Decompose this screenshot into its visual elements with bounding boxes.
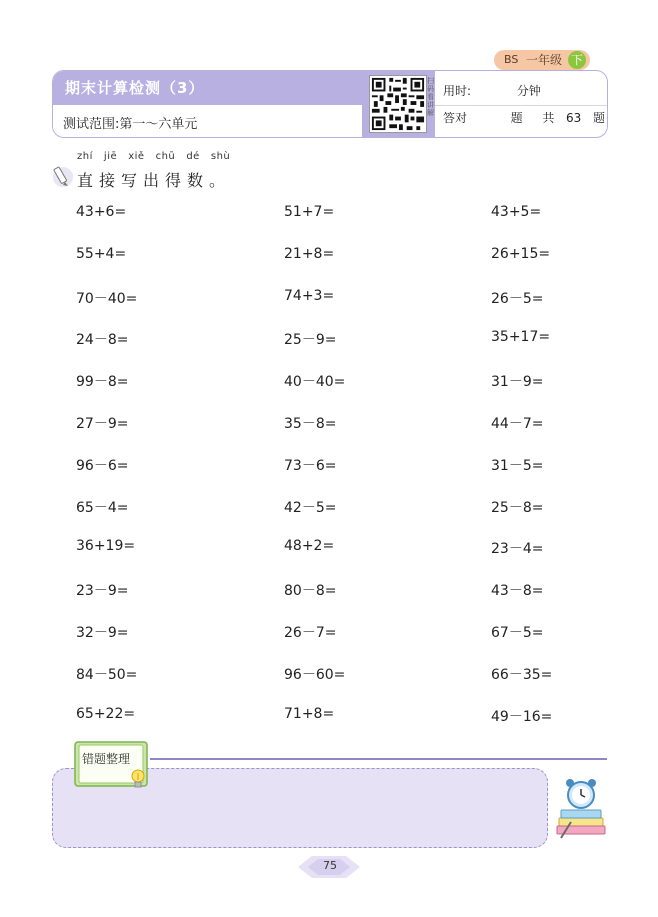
grade-badge (494, 50, 590, 70)
page-title: 期末计算检测（3） (65, 79, 205, 97)
problem-item: 44－7= (491, 416, 544, 432)
problem-item: 99－8= (76, 374, 129, 390)
problem-item: 42－5= (284, 500, 337, 516)
scope-area (53, 105, 363, 138)
correct-label: 答对 (443, 111, 468, 125)
volume-dot: 下 (568, 51, 586, 69)
problem-item: 80－8= (284, 583, 337, 599)
problem-item: 48+2= (284, 538, 335, 554)
test-scope: 测试范围:第一～六单元 (63, 117, 198, 132)
info-area (435, 71, 608, 138)
total-unit: 题 (592, 111, 605, 125)
pinyin-2: jiē (103, 151, 118, 162)
problem-item: 55+4= (76, 246, 127, 262)
problem-item: 26+15= (491, 246, 551, 262)
problem-item: 32－9= (76, 625, 129, 641)
book-stack-icon (557, 810, 605, 834)
problem-item: 96－60= (284, 667, 346, 683)
problem-item: 31－5= (491, 458, 544, 474)
qr-code-icon[interactable] (369, 75, 427, 133)
problem-item: 96－6= (76, 458, 129, 474)
series-code: BS (504, 53, 519, 66)
test-header (52, 70, 608, 138)
time-row (443, 82, 541, 99)
problem-item: 43－8= (491, 583, 544, 599)
time-unit: 分钟 (516, 84, 541, 98)
problem-item: 23－4= (491, 541, 544, 557)
total-value: 63 (566, 111, 582, 125)
problem-item: 49－16= (491, 709, 553, 725)
alarm-clock-icon (555, 778, 607, 840)
problem-item: 23－9= (76, 583, 129, 599)
problem-item: 71+8= (284, 706, 335, 722)
score-row (443, 109, 605, 126)
problem-item: 43+5= (491, 204, 542, 220)
problem-item: 27－9= (76, 416, 129, 432)
grade-label: 一年级 (526, 53, 563, 67)
problem-item: 31－9= (491, 374, 544, 390)
qr-caption: 扫码看讲解 (427, 77, 434, 117)
correct-unit: 题 (510, 111, 523, 125)
total-label: 共 (542, 111, 555, 125)
problem-item: 35+17= (491, 329, 551, 345)
problem-item: 21+8= (284, 246, 335, 262)
problem-item: 26－7= (284, 625, 337, 641)
problem-item: 43+6= (76, 204, 127, 220)
problem-item: 25－8= (491, 500, 544, 516)
page-number: 75 (323, 859, 337, 872)
problem-item: 65－4= (76, 500, 129, 516)
pinyin-4: chū (155, 151, 176, 162)
problem-item: 35－8= (284, 416, 337, 432)
section-divider (150, 758, 607, 760)
pinyin-3: xiě (128, 151, 145, 162)
time-label: 用时: (443, 84, 472, 98)
problem-item: 73－6= (284, 458, 337, 474)
problem-item: 51+7= (284, 204, 335, 220)
problem-item: 84－50= (76, 667, 138, 683)
title-bar (53, 71, 363, 105)
mistakes-label: 错题整理 (82, 752, 131, 766)
problem-item: 25－9= (284, 332, 337, 348)
lightbulb-icon (130, 768, 146, 790)
problem-item: 66－35= (491, 667, 553, 683)
pinyin-1: zhí (77, 151, 93, 162)
problem-item: 67－5= (491, 625, 544, 641)
pinyin-5: dé (186, 151, 200, 162)
problem-item: 24－8= (76, 332, 129, 348)
problem-item: 65+22= (76, 706, 136, 722)
problem-item: 26－5= (491, 291, 544, 307)
instruction-heading: 直接写出得数。 (77, 171, 232, 190)
problem-item: 74+3= (284, 288, 335, 304)
problem-item: 36+19= (76, 538, 136, 554)
problem-item: 70－40= (76, 291, 138, 307)
problem-item: 40－40= (284, 374, 346, 390)
pencil-icon (52, 164, 74, 188)
instruction-pinyin (77, 151, 230, 162)
pinyin-6: shù (210, 151, 231, 162)
